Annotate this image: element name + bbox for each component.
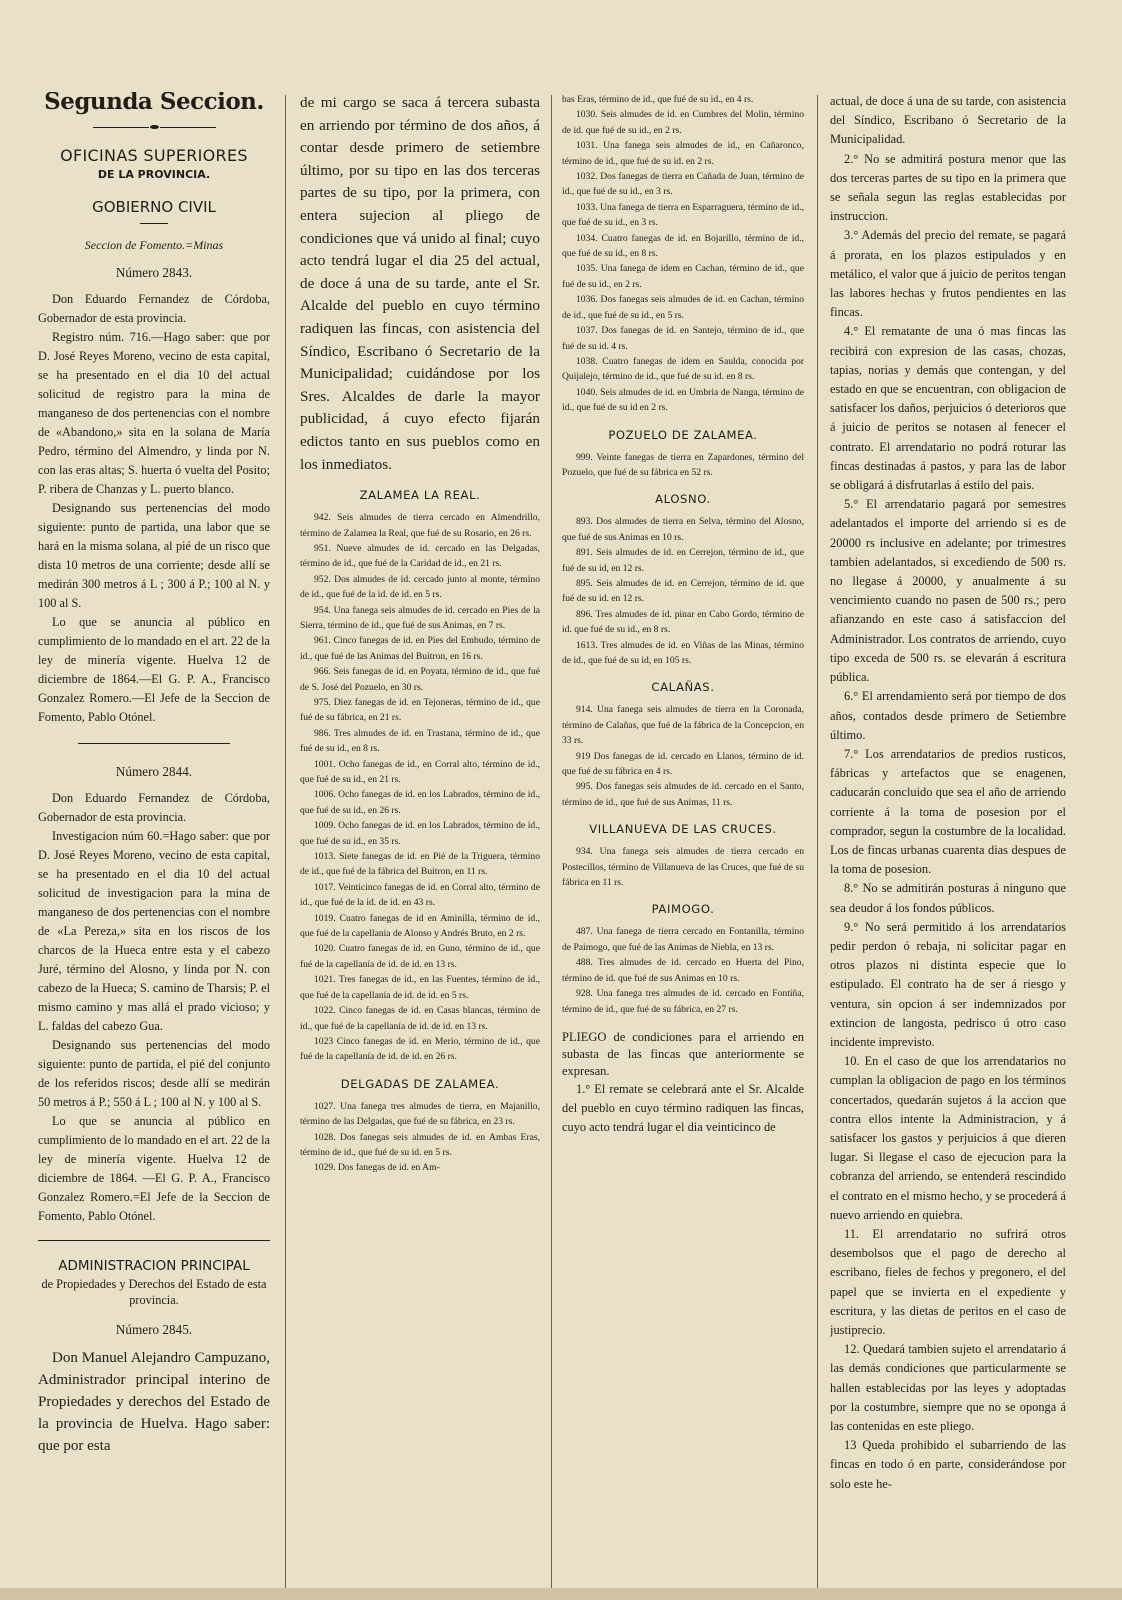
condition: 1.° El remate se celebrará ante el Sr. Alcalde del pueblo en cuyo término radiquen las fincas, cuyo acto tendrá lugar el dia veinticinco de (562, 1081, 804, 1135)
column-rule (551, 95, 552, 1590)
paragraph: Designando sus pertenencias del modo siguiente: punto de partida, una labor que se hará en la misma solana, al pié de un risco que dista 10 metros de una corriente; desde allí se medirán 300 metros á L ; 300 á P.; 100 al N. y 100 al S. (38, 501, 270, 610)
column-2 (300, 92, 540, 1590)
separator-rule (38, 1240, 270, 1241)
list-item: 951. Nueve almudes de id. cercado en las Delgadas, término de id., que fué de la Caridad de id., en 21 rs. (300, 542, 540, 570)
paragraph: Don Manuel Alejandro Campuzano, Administrador principal interino de Propiedades y derechos del Estado de la provincia de Huelva. Hago saber: que por esta (38, 1350, 270, 1454)
list-item: 1027. Una fanega tres almudes de tierra, en Majanillo, término de las Delgadas, que fué de su fábrica, en 23 rs. (300, 1100, 540, 1128)
list-item: 1035. Una fanega de idem en Cachan, término de id., que fué de su id., en 2 rs. (562, 263, 804, 290)
list-item: 966. Seis fanegas de id. en Poyata, término de id., que fué de S. José del Pozuelo, en 30 rs. (300, 666, 540, 693)
place-heading: PAIMOGO. (651, 902, 715, 917)
page-bottom-edge (0, 1588, 1122, 1600)
office-subheading: DE LA PROVINCIA. (97, 168, 211, 181)
list-item: 1033. Una fanega de tierra en Esparraguera, término de id., que fué de su id., en 3 rs. (562, 201, 804, 229)
paragraph: Don Eduardo Fernandez de Córdoba, Gobernador de esta provincia. (38, 791, 270, 824)
place-heading: VILLANUEVA DE LAS CRUCES. (589, 822, 777, 837)
list-item: 1034. Cuatro fanegas de id. en Bojarillo, término de id., que fué de su id., en 8 rs. (562, 232, 804, 260)
list-item: 1021. Tres fanegas de id., en las Fuentes, término de id., que fué de la capellanía de id. de id. en 5 rs. (300, 974, 540, 1001)
list-item: 1031. Una fanega seis almudes de id., en Cañaronco, término de id., que fué de su id. en 2 rs. (562, 140, 804, 167)
list-item: 488. Tres almudes de id. cercado en Huerta del Pino, término de id. que fué de sus Animas en 10 rs. (562, 957, 804, 984)
condition: 2.° No se admitirá postura menor que las dos terceras partes de su tipo en la primera que se señala segun las reglas establecidas por instruccion. (830, 151, 1066, 224)
list-item: 891. Seis almudes de id. en Cerrejon, término de id., que fué de su id, en 12 rs. (562, 547, 804, 574)
place-heading: POZUELO DE ZALAMEA. (608, 427, 758, 442)
list-item: 914. Una fanega seis almudes de tierra en la Coronada, término de Calañas, que fué de la fábrica de la Concepcion, en 33 rs. (562, 704, 804, 747)
condition: 8.° No se admitirán posturas á ninguno que sea deudor á los fondos públicos. (830, 881, 1066, 915)
column-rule (817, 95, 818, 1590)
condition: actual, de doce á una de su tarde, con asistencia del Síndico, Escribano ó Secretario de la Municipalidad. (830, 94, 1066, 147)
admin-subheading: de Propiedades y Derechos del Estado de esta provincia. (41, 1277, 267, 1307)
list-item: 1038. Cuatro fanegas de idem en Saulda, conocida por Quijalejo, término de id., que fué de su id. en 8 rs. (562, 355, 804, 383)
title-ornament (38, 117, 270, 136)
paragraph: Registro núm. 716.—Hago saber: que por D. José Reyes Moreno, vecino de esta capital, se ha presentado en el dia 10 del actual solicitud de registro para la mina de manganeso de dos pertenencias con el nombre de «Abandono,» sita en la solana de María Pedro, término del Almendro, y linda por N. con las eras altas; S. huerta ó vuelta del Posito; P. ribera de Chanzas y L. puerto blanco. (38, 330, 270, 496)
list-item: 999. Veinte fanegas de tierra en Zapardones, término del Pozuelo, que fué de su fábrica en 52 rs. (562, 451, 804, 478)
office-heading: OFICINAS SUPERIORES (60, 146, 248, 165)
list-item: 1028. Dos fanegas seis almudes de id. en Ambas Eras, término de id., que fué de su id. en 5 rs. (300, 1131, 540, 1158)
place-heading: ALOSNO. (655, 492, 711, 507)
list-item: 1036. Dos fanegas seis almudes de id. en Cachan, término de id., que fué de su id., en 5 rs. (562, 294, 804, 321)
list-item: bas Eras, término de id., que fué de su id., en 4 rs. (562, 94, 754, 105)
section-title: Segunda Seccion. (44, 92, 264, 115)
condition: 11. El arrendatario no sufrirá otros desembolsos que el pago de derecho al escribano, fieles de fechos y pregonero, el del papel que se invierta en el expediente y escritura, y las dietas de peritos en el caso de justiprecio. (830, 1226, 1066, 1337)
pliego-heading: PLIEGO de condiciones para el arriendo en subasta de las fincas que anteriormente se expresan. (562, 1029, 804, 1078)
place-heading: DELGADAS DE ZALAMEA. (340, 1076, 500, 1091)
list-item: 487. Una fanega de tierra cercado en Fontanilla, término de Paimogo, que fué de las Animas de Niebla, en 13 rs. (562, 926, 804, 953)
condition: 5.° El arrendatario pagará por semestres adelantados el importe del arriendo si es de 20000 rs inclusive en adelante; por trimestres tambien adelantados, si excediendo de 500 rs. no llegase á 20000, y anualmente á su vencimiento cuando no pasen de 500 rs.; pero afianzando en este caso á satisfaccion del Administrador. Los contratos de arriendo, cuyo tipo exceda de 500 rs. se elevarán á escritura pública. (830, 497, 1066, 685)
separator-rule (78, 743, 230, 744)
list-item: 1023 Cinco fanegas de id. en Merio, término de id., que fué de la capellanía de id. de id. en 26 rs. (300, 1035, 540, 1063)
column-rule (285, 95, 286, 1590)
paragraph: Investigacion núm 60.=Hago saber: que por D. José Reyes Moreno, vecino de esta capital, se ha presentado en el dia 10 del actual solicitud de investigacion para la mina de manganeso de dos pertenencias con el nombre de «La Pereza,» sita en los riscos de los charcos de la Hueca entre esta y el cabezo Juré, término del Alosno, y linda por N. con cabezo de la Hueca; S. camino de Tharsis; P. el mismo camino y mas allá el prado vicioso; y L. faldas del cabezo Gua. (38, 829, 270, 1033)
list-item: 942. Seis almudes de tierra cercado en Almendrillo, término de Zalamea la Real, que fué de su Rosario, en 26 rs. (300, 512, 540, 539)
list-item: 952. Dos almudes de id. cercado junto al monte, término de id., que fué de la id. de id. en 5 rs. (300, 573, 540, 601)
list-item: 928. Una fanega tres almudes de id. cercado en Fontiña, término de id., que fué de su fábrica, en 27 rs. (562, 988, 804, 1015)
list-item: 1613. Tres almudes de id. en Viñas de las Minas, término de id., que fué de su id, en 105 rs. (562, 639, 804, 666)
list-item: 1006. Ocho fanegas de id. en los Labrados, término de id., que fué de su id., en 26 rs. (300, 789, 540, 816)
paragraph: Don Eduardo Fernandez de Córdoba, Gobernador de esta provincia. (38, 292, 270, 325)
list-item: 895. Seis almudes de id. en Cerrejon, término de id. que fué de su id. en 12 rs. (562, 577, 804, 605)
column-4 (830, 92, 1066, 1590)
list-item: 1040. Seis almudes de id. en Umbria de Nanga, término de id., que fué de su id en 2 rs. (562, 386, 804, 414)
list-item: 975. Diez fanegas de id. en Tejoneras, término de id., que fué de su fábrica, en 21 rs. (300, 696, 540, 724)
notice-number: Número 2844. (115, 764, 193, 779)
section-fomento: Seccion de Fomento.=Minas (84, 238, 224, 252)
notice-number: Número 2845. (115, 1322, 193, 1337)
condition: 3.° Además del precio del remate, se pagará á prorata, en los plazos estipulados y en metálico, el valor que á juicio de peritos tengan las labores hechas y frutos pendientes en las fincas. (830, 228, 1066, 320)
list-item: 1017. Veinticinco fanegas de id. en Corral alto, término de id., que fué de la id. de id. en 43 rs. (300, 881, 540, 909)
admin-heading: ADMINISTRACION PRINCIPAL (58, 1258, 250, 1274)
list-item: 893. Dos almudes de tierra en Selva, término del Alosno, que fué de sus Animas en 10 rs. (562, 516, 804, 543)
list-item: 934. Una fanega seis almudes de tierra cercado en Postecillos, término de Villanueva de las Cruces, que fué de su fábrica en 11 rs. (562, 846, 804, 889)
list-item: 1022. Cinco fanegas de id. en Casas blancas, término de id., que fué de la capellanía de id. de id. en 13 rs. (300, 1005, 540, 1032)
short-rule (140, 223, 168, 224)
list-item: 1032. Dos fanegas de tierra en Cañada de Juan, término de id., que fué de su id., en 3 rs. (562, 171, 804, 198)
condition: 12. Quedará tambien sujeto el arrendatario á las demás condiciones que particularmente se hallen establecidas por las leyes y adoptadas por la costumbre, siempre que no se oponga á las contenidas en este pliego. (830, 1342, 1066, 1434)
paragraph: Designando sus pertenencias del modo siguiente: punto de partida, el pié del conjunto de los referidos riscos; desde allí se medirán 50 metros á P.; 550 á L ; 100 al N. y 100 al S. (38, 1038, 270, 1109)
condition: 13 Queda prohibido el subarriendo de las fincas en todo ó en parte, considerándose por solo este he- (830, 1438, 1066, 1491)
paragraph: Lo que se anuncia al público en cumplimiento de lo mandado en el art. 22 de la ley de minería vigente. Huelva 12 de diciembre de 1864. —El G. P. A., Francisco Gonzalez Romero.=El Jefe de la Seccion de Fomento, Pablo Otónel. (38, 1114, 270, 1223)
column-3 (562, 92, 804, 1590)
place-heading: ZALAMEA LA REAL. (359, 488, 481, 503)
list-item: 896. Tres almudes de id. pinar en Cabo Gordo, término de id. que fué de su id., en 8 rs. (562, 608, 804, 636)
condition: 9.° No será permitido á los arrendatarios pedir perdon ó rebaja, ni solicitar pagar en otros plazos ni distinta especie que lo estipulado. El contrato ha de ser á riesgo y ventura, sin opcion á ser indemnizados por extincion de langosta, pedrisco ú otro caso incidente imprevisto. (830, 919, 1066, 1049)
list-item: 954. Una fanega seis almudes de id. cercado en Pies de la Sierra, término de id., que fué de sus Animas, en 7 rs. (300, 604, 540, 631)
paragraph: de mi cargo se saca á tercera subasta en arriendo por término de dos años, á contar desde primero de setiembre último, por su tipo en las dos terceras partes de su tipo, por la primera, con entera sujecion al pliego de condiciones que vá unido al final; cuyo acto tendrá lugar el dia 25 del actual, de doce á una de su tarde, ante el Sr. Alcalde del pueblo en cuyo término radiquen las fincas, con asistencia del Síndico, Escribano ó Secretario de la Municipalidad; cuidándose por los Sres. Alcaldes de darle la mayor publicidad, á cuyo efecto fijarán edictos tanto en sus pueblos como en los inmediatos. (300, 94, 540, 473)
place-heading: CALAÑAS. (651, 680, 715, 695)
list-item: 1019. Cuatro fanegas de id en Aminilla, término de id., que fué de la capellanía de Alonso y Andrés Bruto, en 2 rs. (300, 912, 540, 940)
paragraph: Lo que se anuncia al público en cumplimiento de lo mandado en el art. 22 de la ley de minería vigente. Huelva 12 de diciembre de 1864.—El G. P. A., Francisco Gonzalez Romero.—El Jefe de la Seccion de Fomento, Pablo Otónel. (38, 615, 270, 724)
condition: 6.° El arrendamiento será por tiempo de dos años, contados desde primero de Setiembre último. (830, 689, 1066, 742)
notice-number: Número 2843. (115, 265, 193, 280)
column-1 (38, 92, 270, 1590)
list-item: 1001. Ocho fanegas de id., en Corral alto, término de id., que fué de su id., en 21 rs. (300, 758, 540, 785)
list-item: 995. Dos fanegas seis almudes de id. cercado en el Santo, término de id., que fué de sus Animas, 11 rs. (562, 781, 804, 808)
condition: 10. En el caso de que los arrendatarios no cumplan la obligacion de pago en los términos concertados, quedarán sujetos á la accion que contra ellos intente la Administracion, y á satisfacer los gastos y perjuicios á que dieren lugar. Si llegase el caso de ejecucion para la cobranza del arriendo, se entenderá rescindido el contrato en el mismo hecho, y se procederá á nuevo arriendo en quiebra. (830, 1054, 1066, 1222)
list-item: 986. Tres almudes de id. en Trastana, término de id., que fué de su id., en 8 rs. (300, 727, 540, 755)
list-item: 1029. Dos fanegas de id. en Am- (314, 1162, 440, 1174)
list-item: 961. Cinco fanegas de id. en Pies del Embudo, término de id., que fué de las Animas del Buitron, en 16 rs. (300, 635, 540, 662)
list-item: 919 Dos fanegas de id. cercado en Llanos, término de id. que fué de su fábrica en 4 rs. (562, 750, 804, 778)
list-item: 1030. Seis almudes de id. en Cumbres del Molin, término de id. que fué de su id., en 2 rs. (562, 109, 804, 136)
gov-heading: GOBIERNO CIVIL (92, 198, 216, 216)
condition: 7.° Los arrendatarios de predios rusticos, fábricas y artefactos que se enagenen, caducarán concluido que sea el año de arriendo corriente á la toma de posesion por el comprador, segun la costumbre de la localidad. Los de fincas urbanas cuarenta dias despues de la toma de posesion. (830, 746, 1066, 877)
list-item: 1037. Dos fanegas de id. en Santejo, término de id., que fué de su id. 4 rs. (562, 325, 804, 352)
list-item: 1013. Siete fanegas de id. en Pié de la Triguera, término de id., que fué de la fábrica del Buitron, en 11 rs. (300, 851, 540, 878)
list-item: 1009. Ocho fanegas de id. en los Labrados, término de id., que fué de su id., en 35 rs. (300, 820, 540, 847)
list-item: 1020. Cuatro fanegas de id. en Guno, término de id., que fué de la capellanía de id. de id. en 13 rs. (300, 943, 540, 970)
condition: 4.° El rematante de una ó mas fincas las recibirá con expresion de las casas, chozas, tapias, norias y demás que contengan, y del estado en que se encuentran, con obligacion de satisfacer los daños, perjuicios ó deterioros que á juicio de peritos se notasen al fenecer el contrato. El arrendatario no podrá roturar las fincas destinadas á pastos, y para las de labor se obligará á disfrutarlas á estilo del pais. (830, 324, 1066, 493)
